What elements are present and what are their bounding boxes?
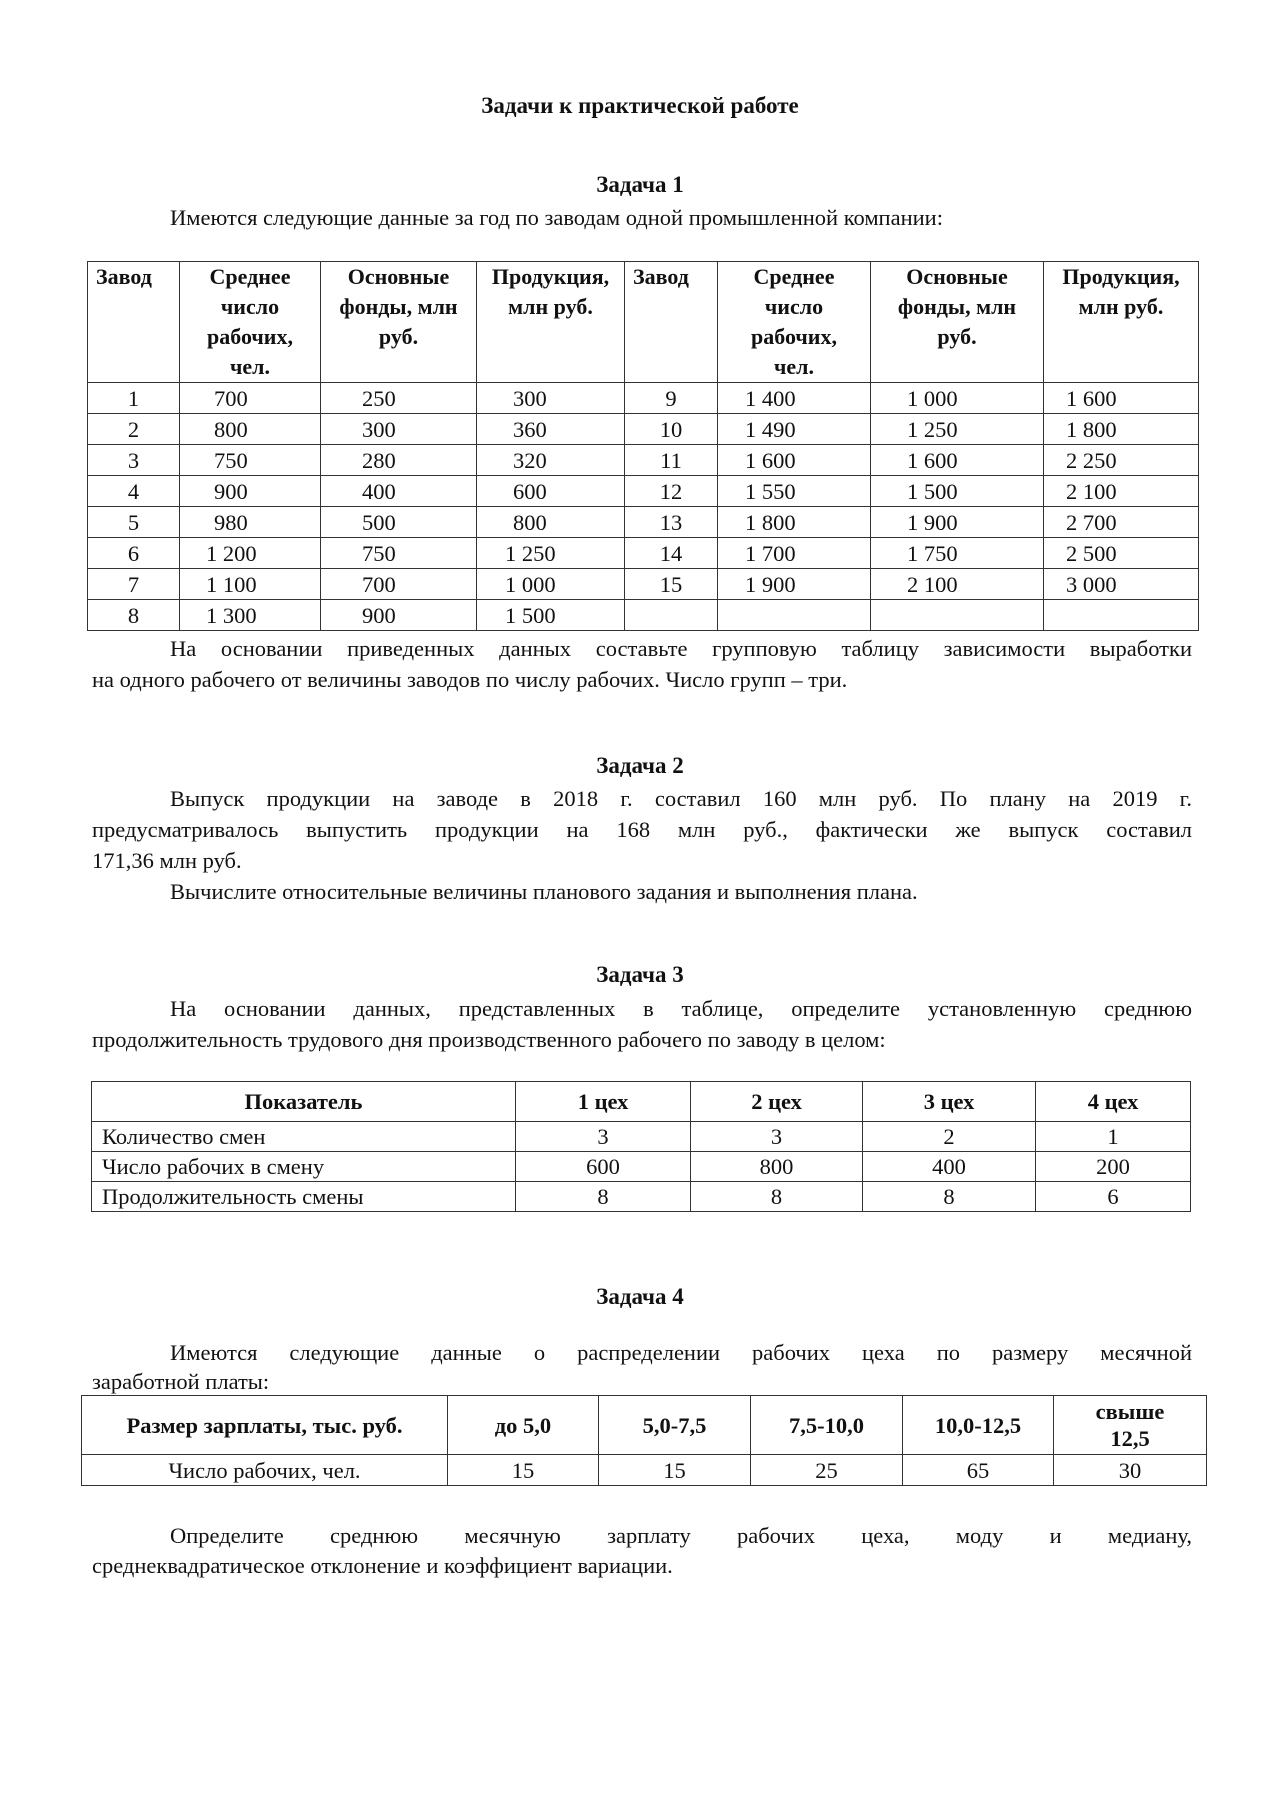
cell: 1 000 bbox=[871, 383, 1044, 414]
cell: 1 700 bbox=[718, 538, 871, 569]
table-row bbox=[92, 1122, 1191, 1152]
cell: 12 bbox=[625, 476, 718, 507]
cell: 5 bbox=[88, 507, 180, 538]
cell: 1 750 bbox=[871, 538, 1044, 569]
cell: 11 bbox=[625, 445, 718, 476]
task4-heading: Задача 4 bbox=[596, 1284, 684, 1309]
cell: 1 490 bbox=[718, 414, 871, 445]
task2-para1-line2: предусматривалось выпустить продукции на 168 млн руб., фактически же выпуск составил bbox=[92, 817, 1192, 842]
col-header: Основные фонды, млн руб. bbox=[871, 262, 1044, 383]
cell: 2 250 bbox=[1044, 445, 1199, 476]
col-header: 10,0-12,5 bbox=[903, 1396, 1054, 1455]
cell: 300 bbox=[477, 383, 625, 414]
col-header: Среднее число рабочих, чел. bbox=[718, 262, 871, 383]
cell: 2 bbox=[863, 1122, 1036, 1152]
task1-intro-text: Имеются следующие данные за год по заводам одной промышленной компании: bbox=[170, 205, 943, 230]
task4-intro-text: Имеются следующие данные о распределении рабочих цеха по размеру месячной bbox=[170, 1340, 1192, 1365]
task2-heading: Задача 2 bbox=[596, 753, 684, 778]
table-row bbox=[88, 476, 1199, 507]
col-header: Среднее число рабочих, чел. bbox=[180, 262, 321, 383]
cell: 14 bbox=[625, 538, 718, 569]
row-label: Число рабочих в смену bbox=[92, 1152, 516, 1182]
cell: 300 bbox=[321, 414, 477, 445]
col-header: до 5,0 bbox=[448, 1396, 599, 1455]
cell: 200 bbox=[1036, 1152, 1191, 1182]
table-row bbox=[92, 1152, 1191, 1182]
cell: 1 500 bbox=[477, 600, 625, 631]
cell: 15 bbox=[448, 1455, 599, 1486]
col-header: Завод bbox=[625, 262, 718, 383]
cell: 1 600 bbox=[871, 445, 1044, 476]
col-header: Завод bbox=[88, 262, 180, 383]
task1-heading: Задача 1 bbox=[596, 172, 684, 197]
cell: 2 100 bbox=[871, 569, 1044, 600]
task1-question-line1 bbox=[92, 633, 1192, 664]
col-header: Основные фонды, млн руб. bbox=[321, 262, 477, 383]
cell: 3 000 bbox=[1044, 569, 1199, 600]
cell: 320 bbox=[477, 445, 625, 476]
cell bbox=[871, 600, 1044, 631]
cell: 1 800 bbox=[718, 507, 871, 538]
cell: 800 bbox=[691, 1152, 863, 1182]
cell: 280 bbox=[321, 445, 477, 476]
task2-question-text: Вычислите относительные величины планового задания и выполнения плана. bbox=[170, 879, 918, 904]
col-header: Продукция, млн руб. bbox=[477, 262, 625, 383]
table-row bbox=[88, 600, 1199, 631]
cell: 3 bbox=[516, 1122, 691, 1152]
task2-para2 bbox=[92, 876, 1192, 907]
table-header-row bbox=[82, 1396, 1207, 1455]
cell: 2 bbox=[88, 414, 180, 445]
task4-question-line1 bbox=[92, 1520, 1192, 1551]
cell: 600 bbox=[516, 1152, 691, 1182]
cell: 2 100 bbox=[1044, 476, 1199, 507]
cell: 900 bbox=[180, 476, 321, 507]
cell: 13 bbox=[625, 507, 718, 538]
cell: 8 bbox=[88, 600, 180, 631]
cell: 1 600 bbox=[1044, 383, 1199, 414]
cell: 400 bbox=[321, 476, 477, 507]
cell: 700 bbox=[180, 383, 321, 414]
cell: 1 bbox=[88, 383, 180, 414]
cell: 9 bbox=[625, 383, 718, 414]
task2-para1-line3: 171,36 млн руб. bbox=[92, 848, 242, 873]
workshops-table bbox=[91, 1081, 1191, 1212]
col-header: Продукция, млн руб. bbox=[1044, 262, 1199, 383]
col-header: Размер зарплаты, тыс. руб. bbox=[82, 1396, 448, 1455]
table-row bbox=[88, 507, 1199, 538]
cell: 1 000 bbox=[477, 569, 625, 600]
row-label: Продолжительность смены bbox=[92, 1182, 516, 1212]
cell: 700 bbox=[321, 569, 477, 600]
col-header: 4 цех bbox=[1036, 1082, 1191, 1122]
cell: 750 bbox=[180, 445, 321, 476]
task3-intro-text: На основании данных, представленных в таблице, определите установленную среднюю bbox=[170, 996, 1192, 1021]
cell: 1 200 bbox=[180, 538, 321, 569]
row-label: Количество смен bbox=[92, 1122, 516, 1152]
col-header: 7,5-10,0 bbox=[751, 1396, 903, 1455]
cell: 800 bbox=[477, 507, 625, 538]
task3-intro-line2: продолжительность трудового дня производственного рабочего по заводу в целом: bbox=[92, 1027, 886, 1052]
cell: 1 250 bbox=[477, 538, 625, 569]
cell: 2 500 bbox=[1044, 538, 1199, 569]
task4-question-line2: среднеквадратическое отклонение и коэффициент вариации. bbox=[92, 1553, 673, 1578]
cell: 1 500 bbox=[871, 476, 1044, 507]
cell: 8 bbox=[691, 1182, 863, 1212]
col-header: Показатель bbox=[92, 1082, 516, 1122]
cell: 2 700 bbox=[1044, 507, 1199, 538]
cell: 1 800 bbox=[1044, 414, 1199, 445]
task3-intro-line1 bbox=[92, 993, 1192, 1024]
table-row bbox=[88, 414, 1199, 445]
task2-text: Выпуск продукции на заводе в 2018 г. составил 160 млн руб. По плану на 2019 г. bbox=[170, 786, 1192, 811]
cell: 15 bbox=[625, 569, 718, 600]
cell: 3 bbox=[88, 445, 180, 476]
task1-intro bbox=[92, 202, 1192, 233]
cell: 360 bbox=[477, 414, 625, 445]
col-header: 3 цех bbox=[863, 1082, 1036, 1122]
cell: 1 bbox=[1036, 1122, 1191, 1152]
cell: 1 300 bbox=[180, 600, 321, 631]
cell: 7 bbox=[88, 569, 180, 600]
cell: 1 400 bbox=[718, 383, 871, 414]
task1-question-text: На основании приведенных данных составьте групповую таблицу зависимости выработки bbox=[170, 636, 1192, 661]
cell: 1 900 bbox=[718, 569, 871, 600]
table-row bbox=[88, 383, 1199, 414]
cell bbox=[718, 600, 871, 631]
cell: 6 bbox=[1036, 1182, 1191, 1212]
cell: 8 bbox=[863, 1182, 1036, 1212]
cell: 8 bbox=[516, 1182, 691, 1212]
cell: 65 bbox=[903, 1455, 1054, 1486]
cell: 1 600 bbox=[718, 445, 871, 476]
cell: 750 bbox=[321, 538, 477, 569]
cell: 4 bbox=[88, 476, 180, 507]
cell bbox=[625, 600, 718, 631]
task2-para1-line1 bbox=[92, 783, 1192, 814]
col-header: 1 цех bbox=[516, 1082, 691, 1122]
cell: 400 bbox=[863, 1152, 1036, 1182]
col-header: 2 цех bbox=[691, 1082, 863, 1122]
cell: 1 550 bbox=[718, 476, 871, 507]
task4-intro-line2: заработной платы: bbox=[92, 1369, 270, 1394]
task3-heading: Задача 3 bbox=[596, 962, 684, 987]
cell: 500 bbox=[321, 507, 477, 538]
cell: 25 bbox=[751, 1455, 903, 1486]
col-header: 5,0-7,5 bbox=[599, 1396, 751, 1455]
cell: 15 bbox=[599, 1455, 751, 1486]
cell: 1 250 bbox=[871, 414, 1044, 445]
cell: 1 100 bbox=[180, 569, 321, 600]
table-header-row bbox=[92, 1082, 1191, 1122]
salary-distribution-table bbox=[81, 1395, 1207, 1486]
document-title: Задачи к практической работе bbox=[481, 93, 799, 118]
cell: 600 bbox=[477, 476, 625, 507]
cell: 980 bbox=[180, 507, 321, 538]
cell: 900 bbox=[321, 600, 477, 631]
cell: 3 bbox=[691, 1122, 863, 1152]
table-row bbox=[82, 1455, 1207, 1486]
table-row bbox=[88, 569, 1199, 600]
cell bbox=[1044, 600, 1199, 631]
task1-question-line2: на одного рабочего от величины заводов по числу рабочих. Число групп – три. bbox=[92, 667, 848, 692]
cell: 6 bbox=[88, 538, 180, 569]
cell: 1 900 bbox=[871, 507, 1044, 538]
table-row bbox=[92, 1182, 1191, 1212]
cell: 10 bbox=[625, 414, 718, 445]
col-header: свыше 12,5 bbox=[1054, 1396, 1207, 1455]
table-row bbox=[88, 538, 1199, 569]
task4-question-text: Определите среднюю месячную зарплату рабочих цеха, моду и медиану, bbox=[170, 1523, 1192, 1548]
cell: 800 bbox=[180, 414, 321, 445]
table-row bbox=[88, 445, 1199, 476]
row-label: Число рабочих, чел. bbox=[82, 1455, 448, 1486]
factories-table bbox=[87, 261, 1199, 631]
cell: 250 bbox=[321, 383, 477, 414]
cell: 30 bbox=[1054, 1455, 1207, 1486]
task4-intro-line1 bbox=[92, 1337, 1192, 1368]
table-header-row bbox=[88, 262, 1199, 383]
